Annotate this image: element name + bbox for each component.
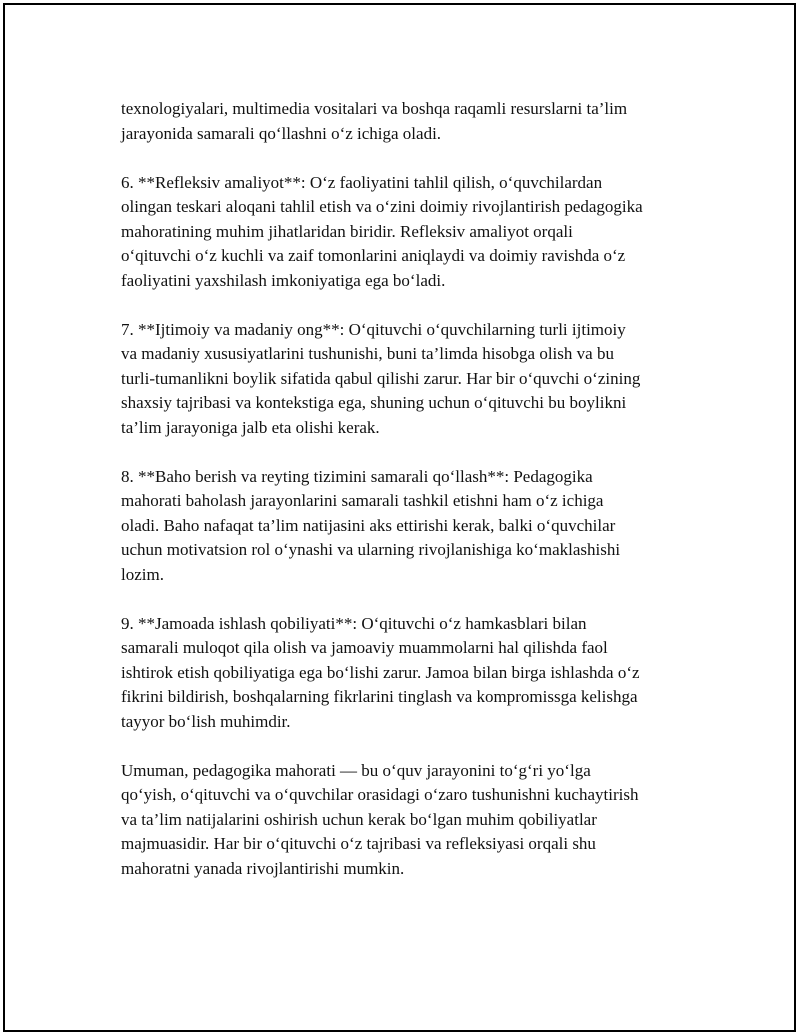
paragraph-conclusion: Umuman, pedagogika mahorati — bu o‘quv jarayonini to‘g‘ri yo‘lga qo‘yish, o‘qituvchi va o‘quvchilar orasidagi o‘zaro tushunishni kuchaytirish va ta’lim natijalarini oshirish uchun kerak bo‘lgan muhim qobiliyatlar majmuasidir. Har bir o‘qituvchi o‘z tajribasi va refleksiyasi orqali shu mahoratni yanada rivojlantirishi mumkin.	[121, 760, 639, 878]
paragraph-teamwork: 9. **Jamoada ishlash qobiliyati**: O‘qituvchi o‘z hamkasblari bilan samarali muloqot qila olish va jamoaviy muammolarni hal qilishda faol ishtirok etish qobiliyatiga ega bo‘lishi zarur. Jamoa bilan birga ishlashda o‘z fikrini bildirish, boshqalarning fikrlarini tinglash va kompromissga kelishga tayyor bo‘lish muhimdir.	[121, 613, 640, 731]
document-body	[121, 97, 696, 906]
paragraph-reflexive-practice: 6. **Refleksiv amaliyot**: O‘z faoliyatini tahlil qilish, o‘quvchilardan olingan teskari aloqani tahlil etish va o‘zini doimiy rivojlantirish pedagogika mahoratining muhim jihatlaridan biridir. Refleksiv amaliyot orqali o‘qituvchi o‘z kuchli va zaif tomonlarini aniqlaydi va doimiy ravishda o‘z faoliyatini yaxshilash imkoniyatiga ega bo‘ladi.	[121, 172, 643, 290]
paragraph-intro-continuation: texnologiyalari, multimedia vositalari va boshqa raqamli resurslarni ta’lim jarayonida samarali qo‘llashni o‘z ichiga oladi.	[121, 99, 628, 143]
paragraph-social-cultural-awareness: 7. **Ijtimoiy va madaniy ong**: O‘qituvchi o‘quvchilarning turli ijtimoiy va madaniy xususiyatlarini tushunishi, buni ta’limda hisobga olish va bu turli-tumanlikni boylik sifatida qabul qilishi zarur. Har bir o‘quvchi o‘zining shaxsiy tajribasi va kontekstiga ega, shuning uchun o‘qituvchi bu boylikni ta’lim jarayoniga jalb eta olishi kerak.	[121, 319, 641, 437]
page-frame	[3, 3, 796, 1032]
paragraph-assessment-rating: 8. **Baho berish va reyting tizimini samarali qo‘llash**: Pedagogika mahorati baholash jarayonlarini samarali tashkil etishni ham o‘z ichiga oladi. Baho nafaqat ta’lim natijasini aks ettirishi kerak, balki o‘quvchilar uchun motivatsion rol o‘ynashi va ularning rivojlanishiga ko‘maklashishi lozim.	[121, 466, 621, 584]
